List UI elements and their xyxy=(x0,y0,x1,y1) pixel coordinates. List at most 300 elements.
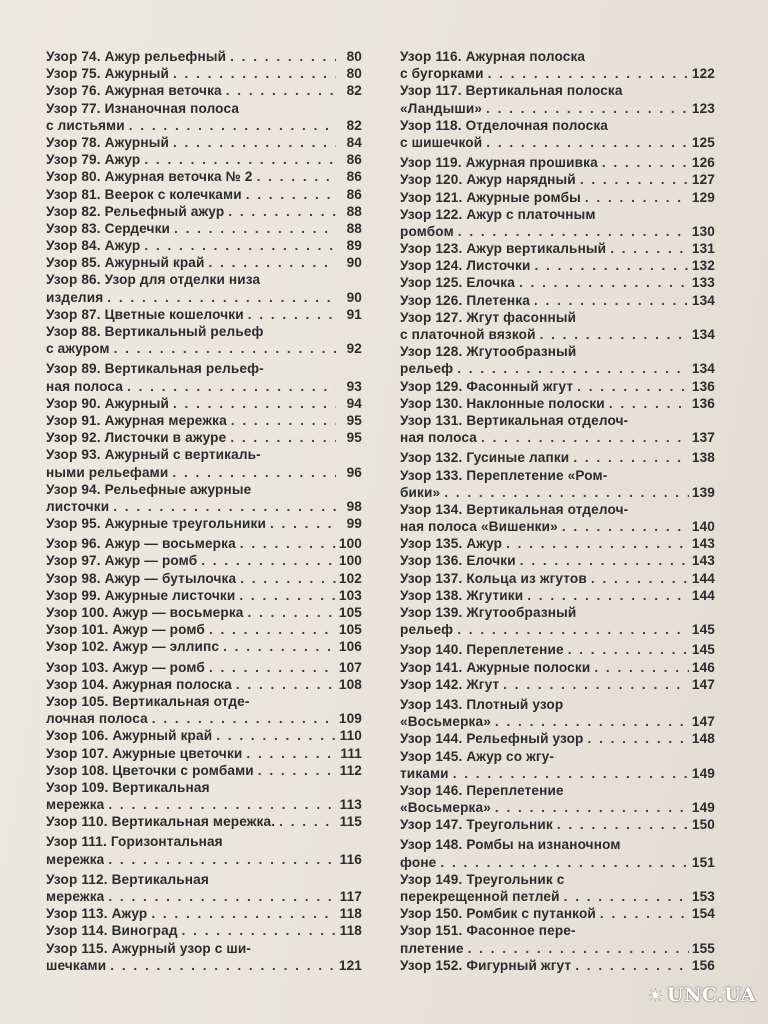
toc-page-number: 145 xyxy=(691,642,715,658)
dot-leader xyxy=(516,552,689,569)
toc-entry xyxy=(400,501,715,535)
toc-entry-line xyxy=(400,343,715,360)
toc-entry-line xyxy=(46,570,362,587)
toc-page-number: 112 xyxy=(339,762,362,778)
toc-entry-title: Узор 118. Отделочная полоска xyxy=(400,117,608,133)
toc-entry-title: Узор 113. Ажур xyxy=(46,906,148,922)
toc-page-number: 143 xyxy=(691,536,715,552)
dot-leader xyxy=(482,134,689,151)
toc-entry-title: Узор 88. Вертикальный рельеф xyxy=(46,324,264,339)
toc-entry-title: «Восьмерка» xyxy=(400,714,491,730)
toc-entry-line xyxy=(400,748,715,765)
toc-entry-line xyxy=(46,745,362,762)
toc-entry-title: Узор 140. Переплетение xyxy=(400,642,564,658)
toc-entry xyxy=(46,922,362,939)
toc-entry-title: Узор 76. Ажурная веточка xyxy=(46,83,222,99)
toc-page-number: 149 xyxy=(691,765,715,781)
dot-leader xyxy=(106,957,336,974)
toc-entry-line xyxy=(46,117,362,134)
toc-entry-title: Узор 142. Жгут xyxy=(400,676,500,692)
toc-entry-line xyxy=(46,446,362,463)
toc-entry-title: рельеф xyxy=(400,622,454,638)
toc-page-number: 126 xyxy=(691,155,715,171)
toc-page-number: 127 xyxy=(691,172,715,188)
toc-entry-line xyxy=(400,326,715,343)
toc-page-number: 125 xyxy=(691,134,715,150)
toc-page-number: 107 xyxy=(338,659,362,675)
toc-page-number: 86 xyxy=(346,169,362,185)
toc-entry-line xyxy=(400,696,715,713)
toc-entry xyxy=(46,638,362,655)
dot-leader xyxy=(587,570,689,587)
toc-entry-line xyxy=(46,905,362,922)
dot-leader xyxy=(275,813,336,830)
toc-entry-line xyxy=(400,518,715,535)
toc-entry-line xyxy=(400,309,715,326)
toc-entry-title: Узор 148. Ромбы на изнаночном xyxy=(400,837,621,853)
toc-entry-title: Узор 127. Жгут фасонный xyxy=(400,309,577,325)
toc-entry-line xyxy=(46,922,362,939)
toc-entry-line xyxy=(400,659,715,676)
toc-entry-title: Узор 139. Жгутообразный xyxy=(400,605,577,620)
dot-leader xyxy=(109,498,336,515)
toc-entry-title: Узор 86. Узор для отделки низа xyxy=(46,272,261,288)
toc-entry-title: Узор 87. Цветные кошелочки xyxy=(46,306,244,322)
dot-leader xyxy=(169,395,336,412)
toc-entry-title: перекрещенной петлей xyxy=(400,889,560,904)
dot-leader xyxy=(436,854,689,871)
toc-page-number: 148 xyxy=(691,731,715,747)
dot-leader xyxy=(590,659,689,676)
toc-entry xyxy=(46,570,362,587)
toc-entry-line xyxy=(46,151,362,168)
dot-leader xyxy=(573,378,689,395)
toc-entry-line xyxy=(46,676,362,693)
toc-entry xyxy=(400,535,715,552)
toc-entry xyxy=(400,343,715,377)
toc-entry-title: Узор 84. Ажур xyxy=(46,238,141,254)
toc-entry-title: Узор 103. Ажур — ромб xyxy=(46,659,205,675)
dot-leader xyxy=(224,203,336,220)
toc-entry-title: Узор 141. Ажурные полоски xyxy=(400,659,591,675)
dot-leader xyxy=(244,604,336,621)
toc-page-number: 100 xyxy=(338,536,362,552)
toc-entry-title: Узор 93. Ажурный с вертикаль- xyxy=(46,447,261,463)
dot-leader xyxy=(482,100,689,117)
toc-entry-title: Узор 117. Вертикальная полоска xyxy=(400,83,623,99)
toc-entry xyxy=(400,48,715,82)
toc-entry-title: Узор 134. Вертикальная отделоч- xyxy=(400,501,629,517)
toc-page-number: 95 xyxy=(346,430,362,446)
toc-entry-title: Узор 110. Вертикальная мережка. xyxy=(46,814,276,830)
dot-leader xyxy=(123,378,336,395)
dot-leader xyxy=(236,570,336,587)
toc-entry-title: лочная полоса xyxy=(46,711,148,727)
toc-entry-title: Узор 106. Ажурный край xyxy=(46,728,213,744)
toc-entry-line xyxy=(400,799,715,816)
toc-page-number: 115 xyxy=(339,814,362,830)
dot-leader xyxy=(222,82,336,99)
toc-entry xyxy=(400,189,715,206)
toc-entry-line xyxy=(46,429,362,446)
toc-entry-line xyxy=(46,871,362,888)
toc-entry-title: Узор 100. Ажур — восьмерка xyxy=(46,605,244,620)
toc-entry-line xyxy=(400,206,715,223)
toc-page-number: 84 xyxy=(346,134,362,150)
toc-entry-line xyxy=(46,289,362,306)
toc-entry-line xyxy=(400,816,715,833)
toc-entry-line xyxy=(46,203,362,220)
toc-entry-line xyxy=(400,552,715,569)
dot-leader xyxy=(205,659,336,676)
toc-entry-line xyxy=(400,429,715,446)
toc-entry-line xyxy=(46,693,362,710)
toc-entry-title: Узор 132. Гусиные лапки xyxy=(400,450,570,466)
toc-entry-line xyxy=(46,515,362,532)
toc-entry-title: Узор 112. Вертикальная xyxy=(46,871,209,887)
toc-page-number: 90 xyxy=(346,289,362,305)
toc-page-number: 122 xyxy=(691,66,715,82)
toc-entry-title: рельеф xyxy=(400,361,454,377)
toc-entry-title: Узор 79. Ажур xyxy=(46,152,141,168)
dot-leader xyxy=(581,189,689,206)
toc-entry-title: ная полоса xyxy=(400,430,478,446)
toc-page-number: 113 xyxy=(339,797,362,813)
dot-leader xyxy=(576,171,689,188)
toc-entry-title: с ажуром xyxy=(46,341,110,357)
toc-entry xyxy=(400,292,715,309)
toc-entry-title: Узор 151. Фасонное пере- xyxy=(400,923,576,939)
toc-entry xyxy=(46,604,362,621)
toc-page-number: 151 xyxy=(691,854,715,870)
toc-entry-title: Узор 74. Ажур рельефный xyxy=(46,49,227,64)
toc-entry-title: мережка xyxy=(46,797,105,813)
toc-entry-title: Узор 152. Фигурный жгут xyxy=(400,957,572,973)
toc-entry-title: Узор 96. Ажур — восьмерка xyxy=(46,536,236,552)
toc-entry xyxy=(400,240,715,257)
toc-entry-line xyxy=(400,871,715,888)
toc-page-number: 147 xyxy=(691,676,715,692)
toc-entry-line xyxy=(46,82,362,99)
toc-page-number: 137 xyxy=(691,430,715,446)
toc-page-number: 131 xyxy=(691,241,715,257)
toc-page-number: 118 xyxy=(339,923,362,939)
toc-entry-line xyxy=(46,254,362,271)
toc-entry-title: ная полоса «Вишенки» xyxy=(400,519,558,535)
toc-page-number: 82 xyxy=(346,83,362,99)
toc-entry-title: Узор 94. Рельефные ажурные xyxy=(46,481,252,497)
dot-leader xyxy=(147,905,336,922)
toc-page-number: 116 xyxy=(339,851,362,867)
toc-entry-line xyxy=(400,782,715,799)
toc-entry xyxy=(46,535,362,552)
toc-column-left xyxy=(46,48,362,974)
toc-entry-line xyxy=(46,481,362,498)
toc-page-number: 138 xyxy=(691,450,715,466)
toc-entry xyxy=(400,816,715,833)
toc-entry xyxy=(400,82,715,116)
toc-entry xyxy=(400,412,715,446)
toc-entry-line xyxy=(400,836,715,853)
dot-leader xyxy=(125,117,336,134)
toc-entry xyxy=(46,779,362,813)
toc-entry-line xyxy=(400,100,715,117)
toc-entry xyxy=(400,696,715,730)
toc-entry-line xyxy=(46,587,362,604)
toc-entry xyxy=(46,446,362,480)
toc-page-number: 108 xyxy=(338,676,362,692)
toc-entry-line xyxy=(400,395,715,412)
toc-entry-line xyxy=(400,501,715,518)
toc-entry xyxy=(46,515,362,532)
toc-entry-title: Узор 136. Елочки xyxy=(400,553,516,569)
dot-leader xyxy=(584,730,689,747)
toc-entry-line xyxy=(400,854,715,871)
toc-page-number: 102 xyxy=(338,570,362,586)
dot-leader xyxy=(104,851,336,868)
toc-entry-title: Узор 107. Ажурные цветочки xyxy=(46,745,243,761)
toc-entry-title: Узор 133. Переплетение «Ром- xyxy=(400,467,608,483)
dot-leader xyxy=(536,326,689,343)
toc-page-number: 133 xyxy=(691,275,715,291)
toc-entry xyxy=(46,220,362,237)
toc-entry xyxy=(400,570,715,587)
toc-entry-line xyxy=(400,223,715,240)
toc-entry xyxy=(46,65,362,82)
toc-entry xyxy=(46,271,362,305)
toc-entry xyxy=(46,676,362,693)
toc-entry-line xyxy=(400,922,715,939)
toc-entry-line xyxy=(46,100,362,117)
toc-page-number: 146 xyxy=(691,659,715,675)
dot-leader xyxy=(168,464,336,481)
toc-entry xyxy=(400,659,715,676)
toc-entry-line xyxy=(46,851,362,868)
toc-entry xyxy=(400,206,715,240)
toc-entry xyxy=(400,309,715,343)
toc-entry-line xyxy=(400,412,715,429)
toc-entry-line xyxy=(46,779,362,796)
toc-entry-title: Узор 77. Изнаночная полоса xyxy=(46,100,240,116)
toc-page-number: 99 xyxy=(346,516,362,532)
dot-leader xyxy=(558,518,689,535)
toc-entry-line xyxy=(400,765,715,782)
toc-entry-title: Узор 104. Ажурная полоска xyxy=(46,676,232,692)
toc-entry-line xyxy=(46,535,362,552)
dot-leader xyxy=(499,676,689,693)
toc-entry xyxy=(46,186,362,203)
toc-entry-line xyxy=(400,905,715,922)
toc-entry xyxy=(400,836,715,870)
dot-leader xyxy=(212,727,336,744)
toc-page-number: 89 xyxy=(346,238,362,254)
dot-leader xyxy=(242,186,336,203)
toc-entry xyxy=(400,449,715,466)
dot-leader xyxy=(219,638,336,655)
toc-entry xyxy=(46,306,362,323)
toc-entry-title: Узор 143. Плотный узор xyxy=(400,696,564,712)
toc-entry-line xyxy=(400,730,715,747)
star-burst-icon xyxy=(648,980,663,1010)
dot-leader xyxy=(569,449,689,466)
toc-page-number: 92 xyxy=(346,341,362,357)
toc-entry-line xyxy=(400,48,715,65)
toc-page-number: 145 xyxy=(691,622,715,638)
toc-entry-line xyxy=(46,220,362,237)
toc-page-number: 86 xyxy=(346,152,362,168)
toc-entry-line xyxy=(400,449,715,466)
toc-entry xyxy=(46,168,362,185)
toc-page-number: 105 xyxy=(338,622,362,638)
toc-entry xyxy=(400,171,715,188)
toc-page-number: 132 xyxy=(691,258,715,274)
toc-entry xyxy=(46,254,362,271)
toc-entry xyxy=(46,82,362,99)
toc-page-number: 94 xyxy=(346,395,362,411)
toc-entry xyxy=(400,587,715,604)
toc-page-number: 91 xyxy=(346,306,362,322)
toc-entry xyxy=(46,237,362,254)
dot-leader xyxy=(453,360,689,377)
toc-entry-line xyxy=(400,257,715,274)
toc-page-number: 144 xyxy=(691,570,715,586)
dot-leader xyxy=(440,484,689,501)
toc-page-number: 149 xyxy=(691,800,715,816)
toc-entry-title: Узор 89. Вертикальная рельеф- xyxy=(46,361,264,377)
toc-entry-title: Узор 92. Листочки в ажуре xyxy=(46,430,227,446)
toc-entry-title: Узор 149. Треугольник с xyxy=(400,871,565,887)
toc-entry-title: ная полоса xyxy=(46,378,124,394)
toc-page-number: 110 xyxy=(339,728,362,744)
toc-entry-title: Узор 115. Ажурный узор с ши- xyxy=(46,940,252,956)
toc-entry xyxy=(46,323,362,357)
toc-entry-title: бики» xyxy=(400,484,441,500)
toc-entry-title: Узор 111. Горизонтальная xyxy=(46,834,223,850)
toc-entry-title: тиками xyxy=(400,765,449,781)
toc-entry xyxy=(400,730,715,747)
toc-entry-line xyxy=(400,940,715,957)
toc-entry-title: Узор 91. Ажурная мережка xyxy=(46,412,227,428)
toc-entry-line xyxy=(400,240,715,257)
toc-entry xyxy=(400,748,715,782)
toc-entry xyxy=(400,257,715,274)
toc-entry-title: Узор 144. Рельефный узор xyxy=(400,731,584,747)
toc-page-number: 150 xyxy=(691,817,715,833)
toc-page-number: 117 xyxy=(339,889,362,904)
dot-leader xyxy=(596,905,689,922)
toc-entry-title: «Восьмерка» xyxy=(400,800,491,816)
dot-leader xyxy=(235,587,336,604)
toc-entry-title: Узор 129. Фасонный жгут xyxy=(400,378,574,394)
toc-page-number: 105 xyxy=(338,605,362,620)
toc-entry-line xyxy=(400,360,715,377)
toc-entry-line xyxy=(400,484,715,501)
toc-page-number: 95 xyxy=(346,412,362,428)
toc-page-number: 147 xyxy=(691,714,715,730)
dot-leader xyxy=(605,395,689,412)
dot-leader xyxy=(169,65,336,82)
toc-entry-title: Узор 123. Ажур вертикальный xyxy=(400,241,607,257)
toc-entry-line xyxy=(400,154,715,171)
toc-page-number: 80 xyxy=(346,66,362,82)
toc-entry-line xyxy=(46,340,362,357)
toc-entry-title: Узор 138. Жгутики xyxy=(400,587,524,603)
toc-entry-line xyxy=(46,940,362,957)
toc-entry xyxy=(46,360,362,394)
toc-entry-line xyxy=(46,659,362,676)
toc-entry-line xyxy=(46,306,362,323)
toc-entry-line xyxy=(46,168,362,185)
toc-entry-title: Узор 80. Ажурная веточка № 2 xyxy=(46,169,253,185)
toc-page-number: 143 xyxy=(691,553,715,569)
toc-entry-line xyxy=(46,888,362,905)
toc-entry xyxy=(46,203,362,220)
toc-entry-title: Узор 114. Виноград xyxy=(46,923,178,939)
toc-entry-line xyxy=(400,274,715,291)
toc-entry-title: Узор 78. Ажурный xyxy=(46,134,169,150)
toc-entry-line xyxy=(400,378,715,395)
toc-entry xyxy=(46,621,362,638)
toc-entry-line xyxy=(400,467,715,484)
toc-entry xyxy=(46,134,362,151)
toc-entry-title: Узор 128. Жгутообразный xyxy=(400,344,577,360)
toc-page-number: 136 xyxy=(691,395,715,411)
toc-entry-title: мережка xyxy=(46,889,105,904)
dot-leader xyxy=(140,237,336,254)
toc-entry xyxy=(400,154,715,171)
toc-entry-line xyxy=(400,713,715,730)
dot-leader xyxy=(110,340,336,357)
toc-entry-title: Узор 147. Треугольник xyxy=(400,817,553,833)
toc-page-number: 82 xyxy=(346,117,362,133)
toc-entry xyxy=(46,48,362,65)
toc-entry-line xyxy=(46,65,362,82)
toc-entry-title: Узор 109. Вертикальная xyxy=(46,779,210,795)
toc-entry-line xyxy=(46,498,362,515)
toc-page-number: 80 xyxy=(346,49,362,64)
dot-leader xyxy=(606,240,689,257)
toc-entry xyxy=(400,641,715,658)
toc-page-number: 90 xyxy=(346,255,362,271)
toc-entry-title: Узор 101. Ажур — ромб xyxy=(46,622,205,638)
dot-leader xyxy=(169,134,336,151)
toc-entry xyxy=(400,552,715,569)
toc-page-number: 154 xyxy=(691,906,715,922)
toc-entry-title: Узор 81. Веерок с колечками xyxy=(46,186,242,202)
toc-entry xyxy=(46,552,362,569)
toc-entry-title: Узор 98. Ажур — бутылочка xyxy=(46,570,237,586)
toc-page-number: 86 xyxy=(346,186,362,202)
dot-leader xyxy=(491,713,689,730)
toc-page-number: 123 xyxy=(691,100,715,116)
toc-entry-title: Узор 120. Ажур нарядный xyxy=(400,172,576,188)
toc-entry-line xyxy=(46,957,362,974)
toc-entry-title: Узор 135. Ажур xyxy=(400,536,503,552)
toc-page-number: 111 xyxy=(340,745,362,761)
toc-entry-title: Узор 126. Плетенка xyxy=(400,292,530,308)
dot-leader xyxy=(254,762,336,779)
dot-leader xyxy=(449,765,689,782)
toc-page-number: 155 xyxy=(691,940,715,956)
toc-entry-title: шечками xyxy=(46,957,107,973)
toc-entry xyxy=(400,782,715,816)
toc-entry xyxy=(46,151,362,168)
dot-leader xyxy=(453,621,689,638)
toc-page-number: 109 xyxy=(338,711,362,727)
toc-entry-line xyxy=(400,171,715,188)
toc-entry-line xyxy=(46,134,362,151)
toc-entry-title: Узор 90. Ажурный xyxy=(46,395,169,411)
